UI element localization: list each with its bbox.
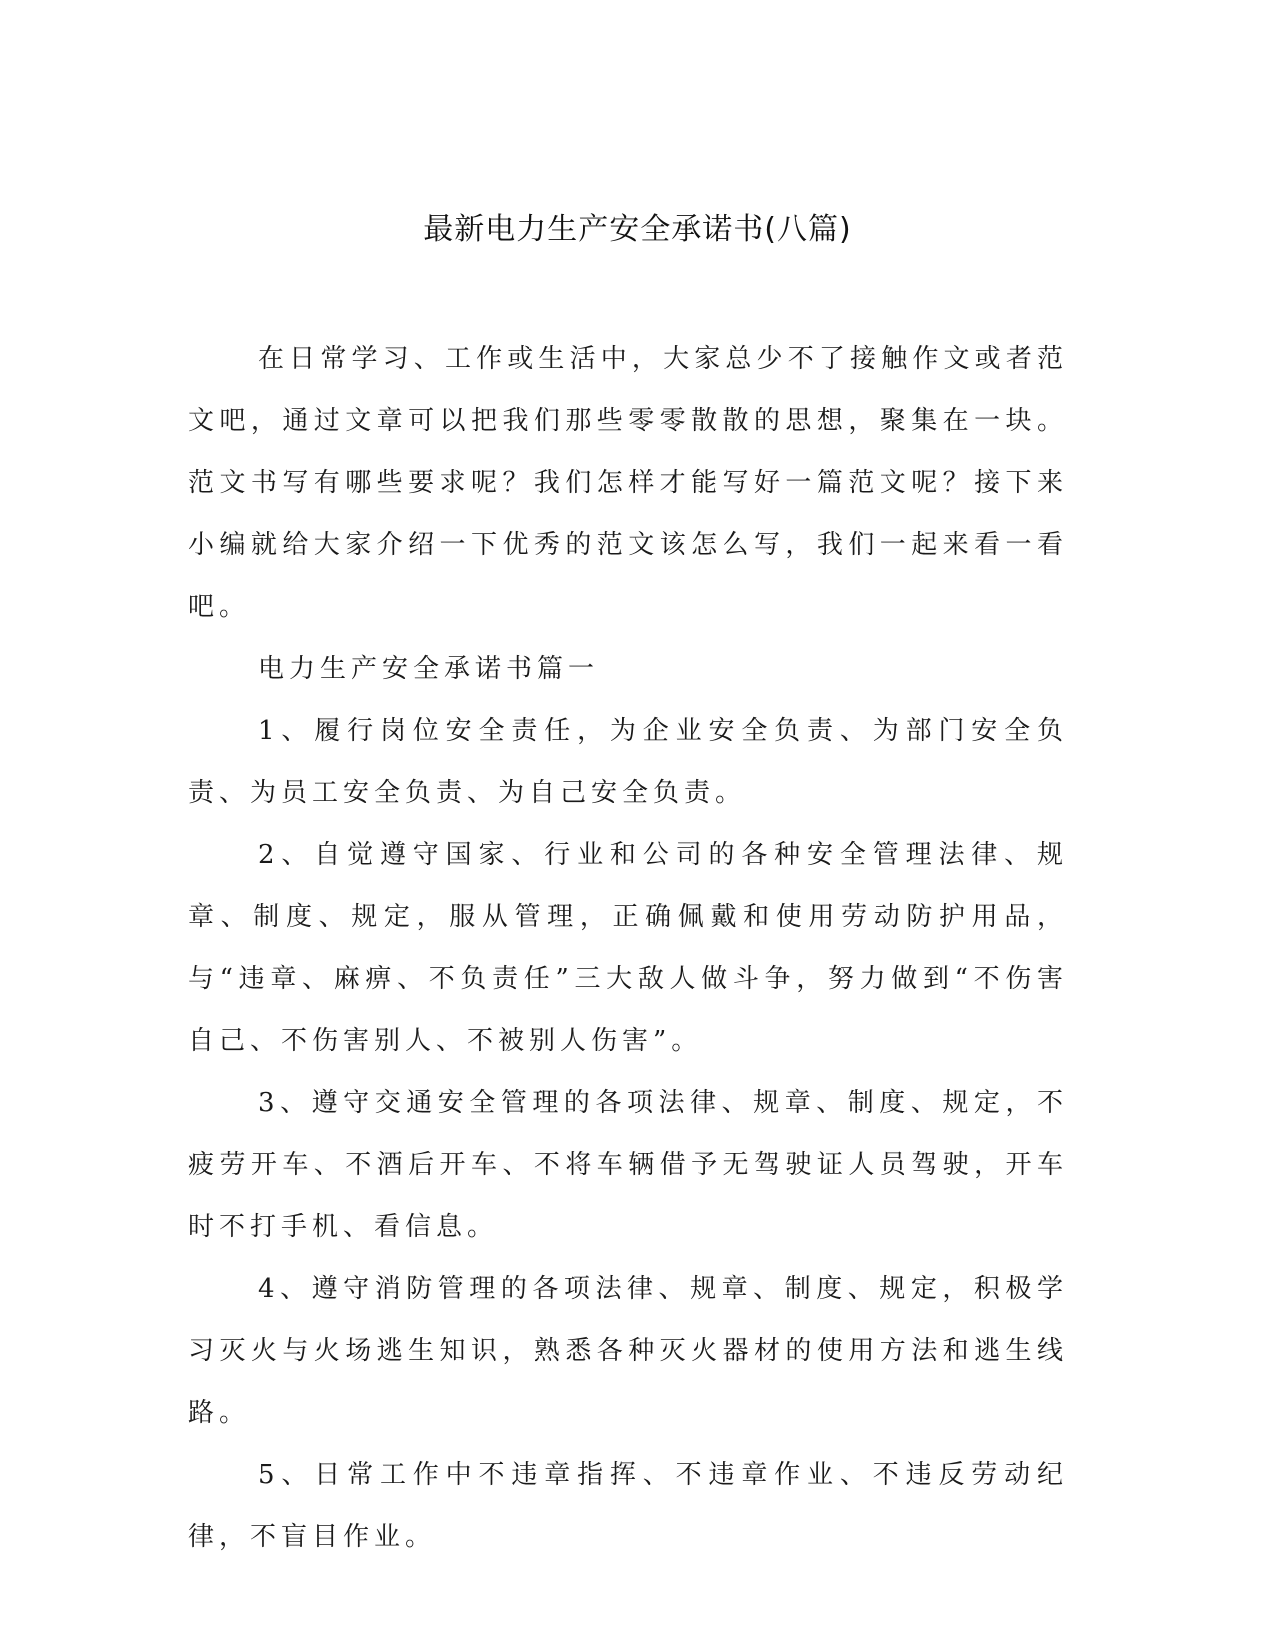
- document-body: [188, 328, 1068, 1568]
- document-title: 最新电力生产安全承诺书(八篇): [423, 212, 852, 247]
- commitment-item-4: 4、遵守消防管理的各项法律、规章、制度、规定，积极学习灭火与火场逃生知识，熟悉各种灭火器材的使用方法和逃生线路。: [188, 1274, 1068, 1428]
- commitment-item-1: 1、履行岗位安全责任，为企业安全负责、为部门安全负责、为员工安全负责、为自己安全负责。: [188, 716, 1068, 808]
- commitment-item-5: 5、日常工作中不违章指挥、不违章作业、不违反劳动纪律，不盲目作业。: [188, 1460, 1068, 1552]
- section-heading: 电力生产安全承诺书篇一: [258, 654, 600, 684]
- commitment-item-3: 3、遵守交通安全管理的各项法律、规章、制度、规定，不疲劳开车、不酒后开车、不将车辆借予无驾驶证人员驾驶，开车时不打手机、看信息。: [188, 1088, 1068, 1242]
- commitment-item-2: 2、自觉遵守国家、行业和公司的各种安全管理法律、规章、制度、规定，服从管理，正确佩戴和使用劳动防护用品，与“违章、麻痹、不负责任”三大敌人做斗争，努力做到“不伤害自己、不伤害别人、不被别人伤害”。: [188, 840, 1068, 1056]
- intro-paragraph: 在日常学习、工作或生活中，大家总少不了接触作文或者范文吧，通过文章可以把我们那些零零散散的思想，聚集在一块。范文书写有哪些要求呢？我们怎样才能写好一篇范文呢？接下来小编就给大家介绍一下优秀的范文该怎么写，我们一起来看一看吧。: [188, 344, 1068, 622]
